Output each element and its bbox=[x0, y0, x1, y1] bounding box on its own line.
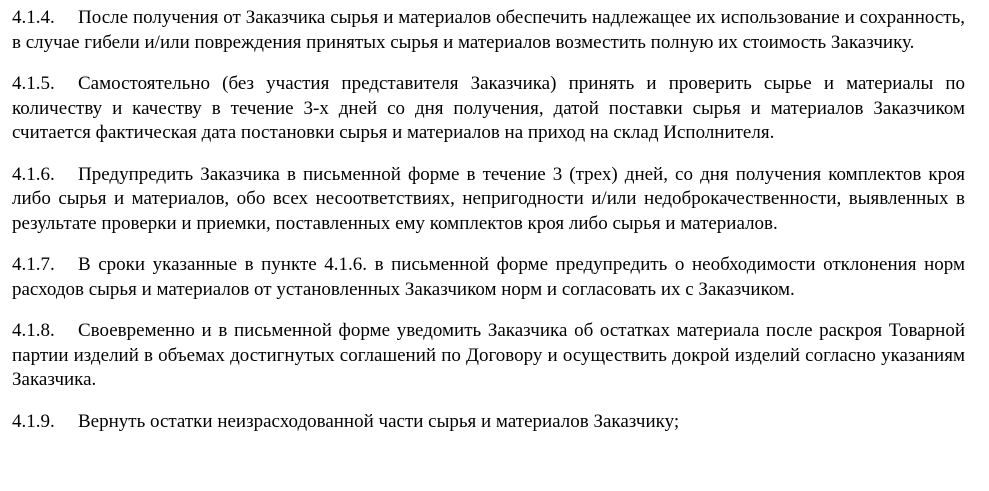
clause-text: В сроки указанные в пункте 4.1.6. в письменной форме предупредить о необходимости отклонения норм расходов сырья и материалов от установленных Заказчиком норм и согласовать их с Заказчиком. bbox=[12, 254, 965, 300]
clause-text: Предупредить Заказчика в письменной форме в течение 3 (трех) дней, со дня получения комплектов кроя либо сырья и материалов, обо всех несоответствиях, непригодности и/или недоброкачественности, выявленных в результате проверки и приемки, поставленных ему комплектов кроя либо сырья и материалов. bbox=[12, 163, 965, 234]
clause-number: 4.1.7. bbox=[12, 254, 55, 275]
clause-4-1-4 bbox=[12, 6, 965, 55]
clause-4-1-6 bbox=[12, 163, 965, 237]
clause-4-1-9 bbox=[12, 410, 965, 435]
clause-text: Своевременно и в письменной форме уведомить Заказчика об остатках материала после раскроя Товарной партии изделий в объемах достигнутых соглашений по Договору и осуществить докрой изделий согласно указаниям Заказчика. bbox=[12, 320, 965, 390]
clause-4-1-5 bbox=[12, 72, 965, 146]
clause-text: Вернуть остатки неизрасходованной части сырья и материалов Заказчику; bbox=[78, 410, 680, 432]
clause-number: 4.1.4. bbox=[12, 7, 55, 28]
clause-text: Самостоятельно (без участия представителя Заказчика) принять и проверить сырье и материалы по количеству и качеству в течение 3-х дней со дня получения, датой поставки сырья и материалов Заказчиком считается фактическая дата постановки сырья и материалов на приход на склад Исполнителя. bbox=[12, 73, 965, 143]
clause-4-1-8 bbox=[12, 319, 965, 393]
clause-number: 4.1.5. bbox=[12, 73, 55, 94]
clause-text: После получения от Заказчика сырья и материалов обеспечить надлежащее их использование и сохранность, в случае гибели и/или повреждения принятых сырья и материалов возместить полную их стоимость Заказчику. bbox=[12, 7, 965, 53]
clause-number: 4.1.9. bbox=[12, 410, 55, 432]
clause-number: 4.1.6. bbox=[12, 163, 55, 185]
clause-4-1-7 bbox=[12, 253, 965, 302]
clause-number: 4.1.8. bbox=[12, 320, 55, 341]
document-body bbox=[12, 6, 965, 434]
